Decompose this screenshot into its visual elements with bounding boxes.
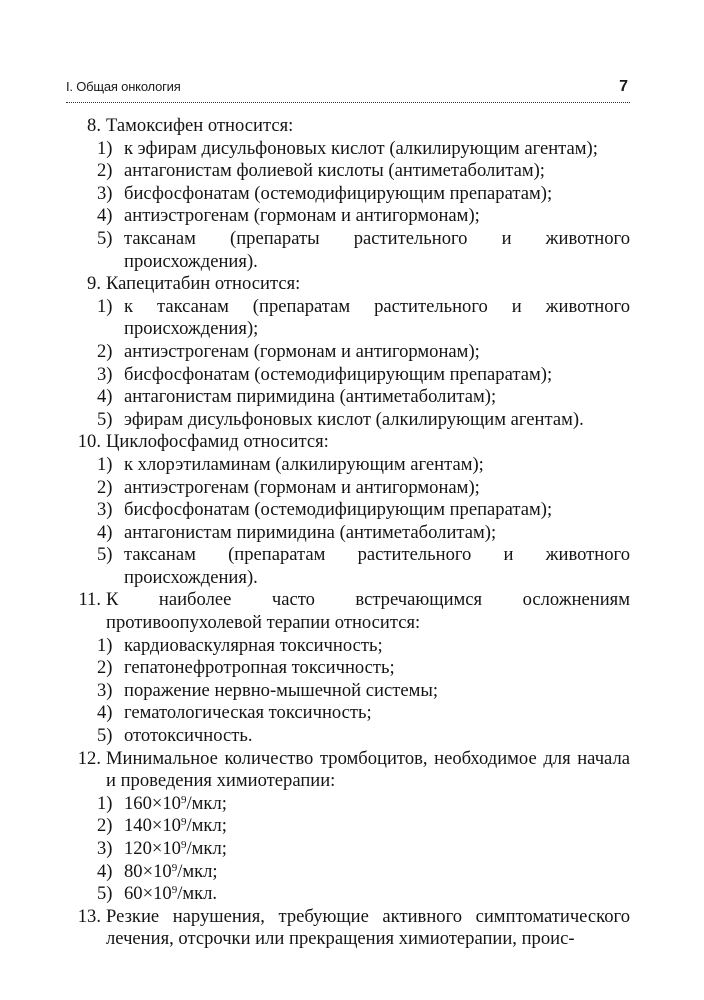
- question-list: [66, 115, 630, 951]
- answer-text: бисфосфонатам (остемодифицирующим препаратам);: [124, 363, 553, 385]
- answer-text: [124, 883, 630, 906]
- answer-text: антиэстрогенам (гормонам и антигормонам);: [124, 476, 480, 498]
- question-text: К наиболее часто встречающимся осложнениям противоопухолевой терапии относится:: [106, 589, 630, 634]
- answer-number: 4): [97, 205, 113, 227]
- question-item: [66, 589, 630, 747]
- answer-number: 3): [97, 182, 113, 204]
- answer-option: [97, 793, 630, 816]
- answer-option: [97, 386, 630, 409]
- answer-number: 4): [97, 386, 113, 408]
- answer-value: 120×10: [124, 838, 181, 859]
- answer-option: [97, 861, 630, 884]
- answer-number: 1): [97, 634, 113, 656]
- answer-number: 5): [97, 725, 113, 747]
- question-number: 9.: [87, 273, 101, 295]
- answer-text: таксанам (препараты растительного и животного происхождения).: [124, 227, 630, 272]
- answer-text: антагонистам пиримидина (антиметаболитам);: [124, 386, 497, 408]
- answer-text: таксанам (препаратам растительного и животного происхождения).: [124, 544, 630, 588]
- answer-text: антиэстрогенам (гормонам и антигормонам);: [124, 340, 480, 362]
- answer-text: [124, 861, 630, 884]
- answer-text: кардиоваскулярная токсичность;: [124, 634, 383, 656]
- answer-option: [97, 454, 630, 477]
- exponent: 9: [180, 839, 187, 851]
- question-text: Резкие нарушения, требующие активного симптоматического лечения, отсрочки или прекращения химиотерапии, проис-: [106, 905, 630, 950]
- answer-number: 5): [97, 227, 113, 249]
- answer-number: 2): [97, 476, 113, 498]
- answer-text: эфирам дисульфоновых кислот (алкилирующим агентам).: [124, 408, 584, 430]
- answer-option: [97, 409, 630, 432]
- answer-text: к таксанам (препаратам растительного и животного происхождения);: [124, 295, 630, 340]
- answer-option: [97, 838, 630, 861]
- answer-text: гематологическая токсичность;: [124, 702, 372, 724]
- exponent: 9: [180, 816, 187, 829]
- answer-number: 3): [97, 679, 113, 701]
- question-text: Тамоксифен относится:: [106, 115, 294, 136]
- exponent: 9: [171, 861, 178, 874]
- answer-option: [97, 544, 630, 589]
- answer-text: поражение нервно-мышечной системы;: [124, 679, 438, 701]
- answer-option: [97, 522, 630, 545]
- answer-text: [124, 815, 630, 838]
- answer-text: антагонистам фолиевой кислоты (антиметаболитам);: [124, 160, 545, 182]
- answer-number: 4): [97, 521, 113, 543]
- question-item: [66, 431, 630, 589]
- answer-value: 60×10: [124, 883, 172, 905]
- answer-number: 3): [97, 838, 113, 859]
- answer-text: к хлорэтиламинам (алкилирующим агентам);: [124, 453, 484, 475]
- answer-text: бисфосфонатам (остемодифицирующим препаратам);: [124, 499, 553, 521]
- question-number: 13.: [77, 905, 101, 927]
- answer-option: [97, 725, 630, 748]
- running-header-title: I. Общая онкология: [66, 79, 181, 94]
- answer-text: [124, 793, 630, 816]
- answer-option: [97, 205, 630, 228]
- answer-text: ототоксичность.: [124, 725, 253, 747]
- answer-unit: /мкл;: [177, 860, 218, 882]
- answer-text: бисфосфонатам (остемодифицирующим препаратам);: [124, 182, 553, 204]
- answer-unit: /мкл.: [177, 883, 218, 905]
- question-number: 8.: [87, 115, 101, 136]
- answer-value: 140×10: [124, 815, 181, 837]
- answer-unit: /мкл;: [186, 838, 227, 859]
- answer-number: 5): [97, 883, 113, 905]
- answer-option: [97, 883, 630, 906]
- answer-number: 4): [97, 860, 113, 882]
- answer-option: [97, 657, 630, 680]
- answer-option: [97, 680, 630, 703]
- answer-option: [97, 364, 630, 387]
- answer-number: 4): [97, 702, 113, 724]
- answer-option: [97, 228, 630, 273]
- answer-text: гепатонефротропная токсичность;: [124, 657, 395, 679]
- question-number: 11.: [78, 589, 101, 611]
- answer-option: [97, 702, 630, 725]
- answer-number: 2): [97, 340, 113, 362]
- answer-option: [97, 160, 630, 183]
- answer-number: 1): [97, 137, 113, 159]
- answer-number: 2): [97, 815, 113, 837]
- answer-text: антагонистам пиримидина (антиметаболитам);: [124, 521, 497, 543]
- page-number: 7: [619, 78, 628, 95]
- answer-text: к эфирам дисульфоновых кислот (алкилирующим агентам);: [124, 137, 598, 159]
- answer-unit: /мкл;: [186, 815, 227, 837]
- answer-option: [97, 635, 630, 658]
- answer-number: 1): [97, 295, 113, 317]
- answer-number: 1): [97, 792, 113, 814]
- answer-option: [97, 499, 630, 522]
- answer-number: 5): [97, 544, 113, 566]
- question-item: [66, 273, 630, 431]
- answer-text: антиэстрогенам (гормонам и антигормонам);: [124, 205, 480, 227]
- answer-option: [97, 183, 630, 206]
- answer-text: [124, 838, 630, 861]
- question-text: Минимальное количество тромбоцитов, необходимое для начала и проведения химиотерапии:: [106, 747, 630, 792]
- answer-option: [97, 815, 630, 838]
- header-dotted-rule: [66, 102, 630, 103]
- answer-option: [97, 296, 630, 341]
- answer-option: [97, 341, 630, 364]
- question-number: 12.: [77, 747, 101, 769]
- question-text: Капецитабин относится:: [106, 273, 301, 295]
- question-text: Циклофосфамид относится:: [106, 431, 329, 453]
- exponent: 9: [180, 793, 187, 806]
- answer-option: [97, 138, 630, 161]
- exponent: 9: [171, 884, 178, 897]
- answer-option: [97, 477, 630, 500]
- answer-number: 2): [97, 160, 113, 182]
- question-item: [66, 906, 630, 951]
- answer-value: 160×10: [124, 792, 181, 814]
- question-item: [66, 115, 630, 273]
- answer-number: 2): [97, 657, 113, 679]
- answer-number: 3): [97, 499, 113, 521]
- answer-number: 5): [97, 408, 113, 430]
- answer-number: 1): [97, 453, 113, 475]
- answer-value: 80×10: [124, 860, 172, 882]
- question-number: 10.: [77, 431, 101, 453]
- answer-unit: /мкл;: [186, 792, 227, 814]
- answer-number: 3): [97, 363, 113, 385]
- question-item: [66, 748, 630, 906]
